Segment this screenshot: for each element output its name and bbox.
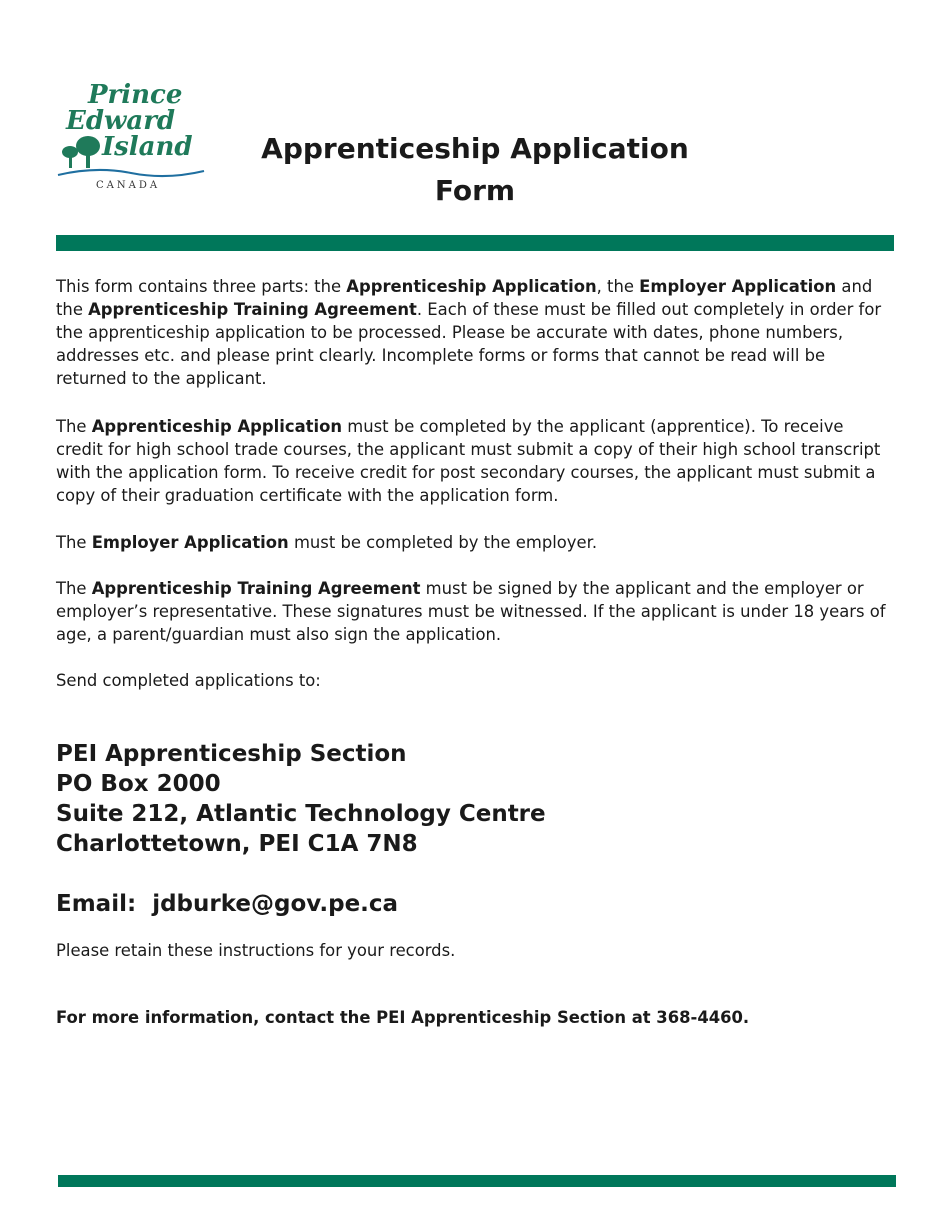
wave-icon [56,166,206,180]
send-to-label: Send completed applications to: [56,671,321,690]
address-line-3: Suite 212, Atlantic Technology Centre [56,801,546,827]
bottom-divider-bar [58,1175,896,1187]
p1-text-c: , the [596,277,640,296]
address-line-1: PEI Apprenticeship Section [56,741,407,767]
more-info-note: For more information, contact the PEI Apprenticeship Section at 368-4460. [56,1008,750,1027]
p2-text-c: must be completed by the applicant (apprentice). To receive credit for high school trade courses, the applicant must submit a copy of their high school transcript with the application form. To receive credit for post secondary courses, the applicant must submit a copy of their graduation certificate with the application form. [56,417,881,505]
address-line-2: PO Box 2000 [56,771,221,797]
intro-paragraph-3 [56,531,892,554]
intro-paragraph-2 [56,415,892,507]
logo-text-island: Island [102,132,193,162]
intro-paragraph-4 [56,577,892,646]
title-line-1: Apprenticeship Application [261,132,689,165]
logo-text-edward: Edward [66,106,176,136]
p3-bold-employer-application: Employer Application [91,533,289,552]
email-link[interactable]: jdburke@gov.pe.ca [152,891,399,917]
p4-bold-training-agreement: Apprenticeship Training Agreement [91,579,421,598]
p1-bold-training-agreement: Apprenticeship Training Agreement [88,300,417,319]
page-title [230,128,720,212]
p1-text-g: . Each of these must be filled out completely in order for the apprenticeship application to be processed. Please be accurate with dates, phone numbers, addresses etc. and please print clearly. Incomplete forms or forms that cannot be read will be returned to the applicant. [56,300,882,388]
p2-bold-apprenticeship-application: Apprenticeship Application [91,417,343,436]
logo-text-canada: CANADA [96,180,161,191]
intro-paragraph-1 [56,275,892,390]
p3-text-a: The [56,533,92,552]
top-divider-bar [56,235,894,251]
mailing-address [56,739,546,859]
p4-text-c: must be signed by the applicant and the employer or employer’s representative. These signatures must be witnessed. If the applicant is under 18 years of age, a parent/guardian must also sign the application. [56,579,886,644]
p1-bold-employer-application: Employer Application [639,277,837,296]
title-line-2: Form [434,174,516,207]
p3-text-c: must be completed by the employer. [288,533,598,552]
p4-text-a: The [56,579,92,598]
logo-text-prince: Prince [88,80,183,110]
p1-text-a: This form contains three parts: the [56,277,347,296]
pei-logo [56,80,206,200]
p2-text-a: The [56,417,92,436]
email-label: Email: [56,891,137,917]
address-line-4: Charlottetown, PEI C1A 7N8 [56,831,418,857]
retain-note: Please retain these instructions for your records. [56,941,456,960]
p1-bold-apprenticeship-application: Apprenticeship Application [346,277,597,296]
email-line [56,889,398,919]
p1-text-e: and the [56,277,873,319]
